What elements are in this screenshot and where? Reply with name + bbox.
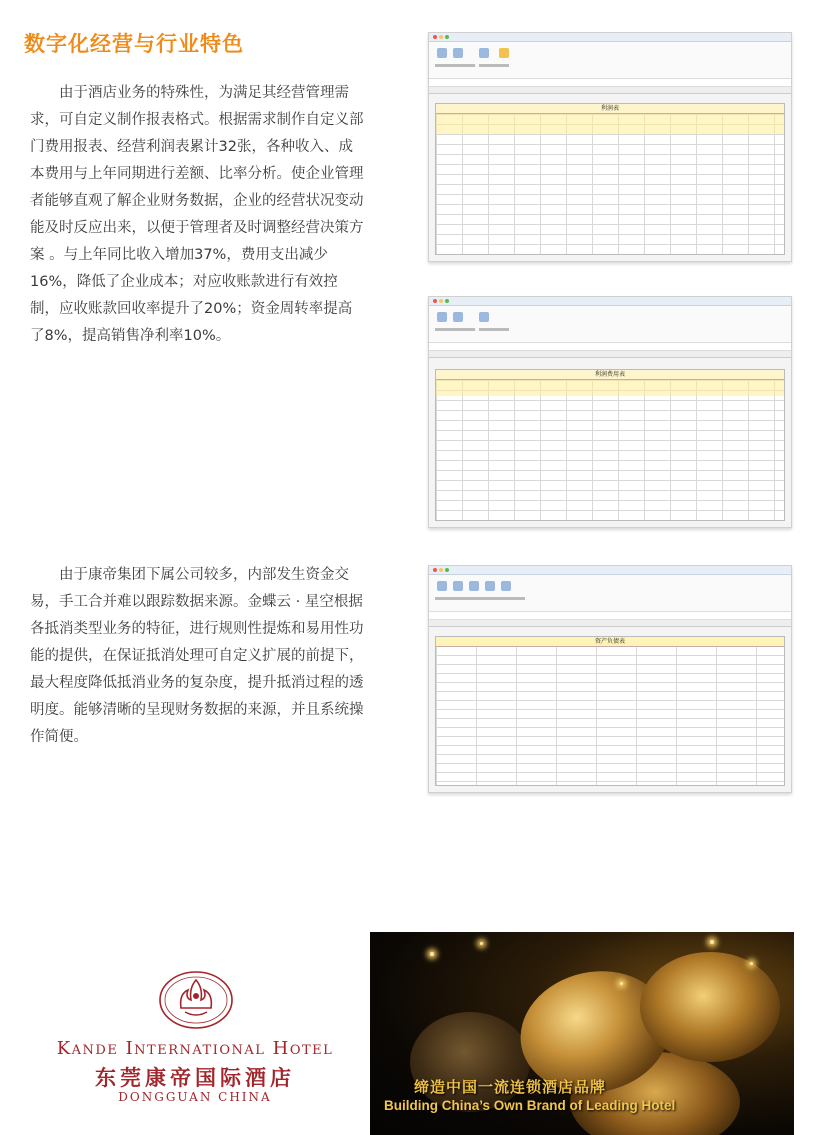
sparkle-icon — [710, 940, 714, 944]
formula-bar — [429, 612, 791, 620]
paragraph-line: 由于康帝集团下属公司较多，内部发生资金交 — [59, 567, 349, 583]
crown-emblem-icon — [155, 966, 237, 1030]
paragraph-line: 易，手工合并难以跟踪数据来源。金蝶云 · 星空根据 — [30, 594, 363, 610]
paragraph-line: 门费用报表、经营利润表累计32张，各种收入、成 — [30, 139, 353, 155]
paragraph-line: 16%，降低了企业成本；对应收账款进行有效控 — [30, 274, 338, 290]
paragraph-line: 者能够直观了解企业财务数据，企业的经营状况变动 — [30, 193, 364, 209]
paragraph-line: 各抵消类型业务的特征，进行规则性提炼和易用性功 — [30, 621, 364, 637]
hotel-name-english: Kande International Hotel — [56, 1038, 334, 1059]
spreadsheet-grid — [435, 369, 785, 521]
slogan-english: Building China’s Own Brand of Leading Hotel — [384, 1098, 676, 1113]
spreadsheet-grid — [435, 103, 785, 255]
coin-image — [410, 1012, 530, 1112]
expense-statement-screenshot — [428, 296, 792, 528]
paragraph-reporting — [30, 80, 390, 350]
paragraph-consolidation — [30, 562, 390, 751]
formula-bar — [429, 343, 791, 351]
paragraph-line: 本费用与上年同期进行差额、比率分析。使企业管理 — [30, 166, 364, 182]
sheet-tabs — [429, 87, 791, 94]
paragraph-line: 案 。与上年同比收入增加37%，费用支出减少 — [30, 247, 328, 263]
paragraph-line: 能及时反应出来，以便于管理者及时调整经营决策方 — [30, 220, 364, 236]
window-titlebar — [429, 33, 791, 42]
sparkle-icon — [480, 942, 483, 945]
window-titlebar — [429, 566, 791, 575]
paragraph-line: 明度。能够清晰的呈现财务数据的来源，并且系统操 — [30, 702, 364, 718]
sheet-tabs — [429, 620, 791, 627]
ribbon-toolbar — [429, 575, 791, 612]
brand-banner — [370, 932, 794, 1135]
slogan-chinese: 缔造中国一流连锁酒店品牌 — [414, 1078, 607, 1096]
hotel-name-chinese: 东莞康帝国际酒店 — [95, 1065, 295, 1090]
sparkle-icon — [750, 962, 753, 965]
paragraph-line: 能的提供，在保证抵消处理可自定义扩展的前提下， — [30, 648, 364, 664]
profit-statement-screenshot — [428, 32, 792, 262]
paragraph-line: 作简便。 — [30, 729, 88, 745]
balance-sheet-screenshot — [428, 565, 792, 793]
ribbon-toolbar — [429, 42, 791, 79]
ribbon-toolbar — [429, 306, 791, 343]
sheet-tabs — [429, 351, 791, 358]
hotel-logo — [36, 966, 354, 1106]
hotel-city: DONGGUAN CHINA — [118, 1090, 272, 1104]
coin-image — [640, 952, 780, 1062]
spreadsheet-grid — [435, 636, 785, 786]
paragraph-line: 制，应收账款回收率提升了20%；资金周转率提高 — [30, 301, 353, 317]
formula-bar — [429, 79, 791, 87]
header-rows — [436, 380, 784, 396]
paragraph-line: 求，可自定义制作报表格式。根据需求制作自定义部 — [30, 112, 364, 128]
window-titlebar — [429, 297, 791, 306]
paragraph-line: 了8%，提高销售净利率10%。 — [30, 328, 231, 344]
sheet-title: 资产负债表 — [436, 637, 784, 647]
sparkle-icon — [430, 952, 434, 956]
paragraph-line: 由于酒店业务的特殊性，为满足其经营管理需 — [59, 85, 349, 101]
header-rows — [436, 114, 784, 134]
sheet-title: 利润表 — [436, 104, 784, 114]
section-title: 数字化经营与行业特色 — [24, 32, 244, 56]
sheet-title: 利润费用表 — [436, 370, 784, 380]
sparkle-icon — [620, 982, 623, 985]
paragraph-line: 最大程度降低抵消业务的复杂度，提升抵消过程的透 — [30, 675, 364, 691]
